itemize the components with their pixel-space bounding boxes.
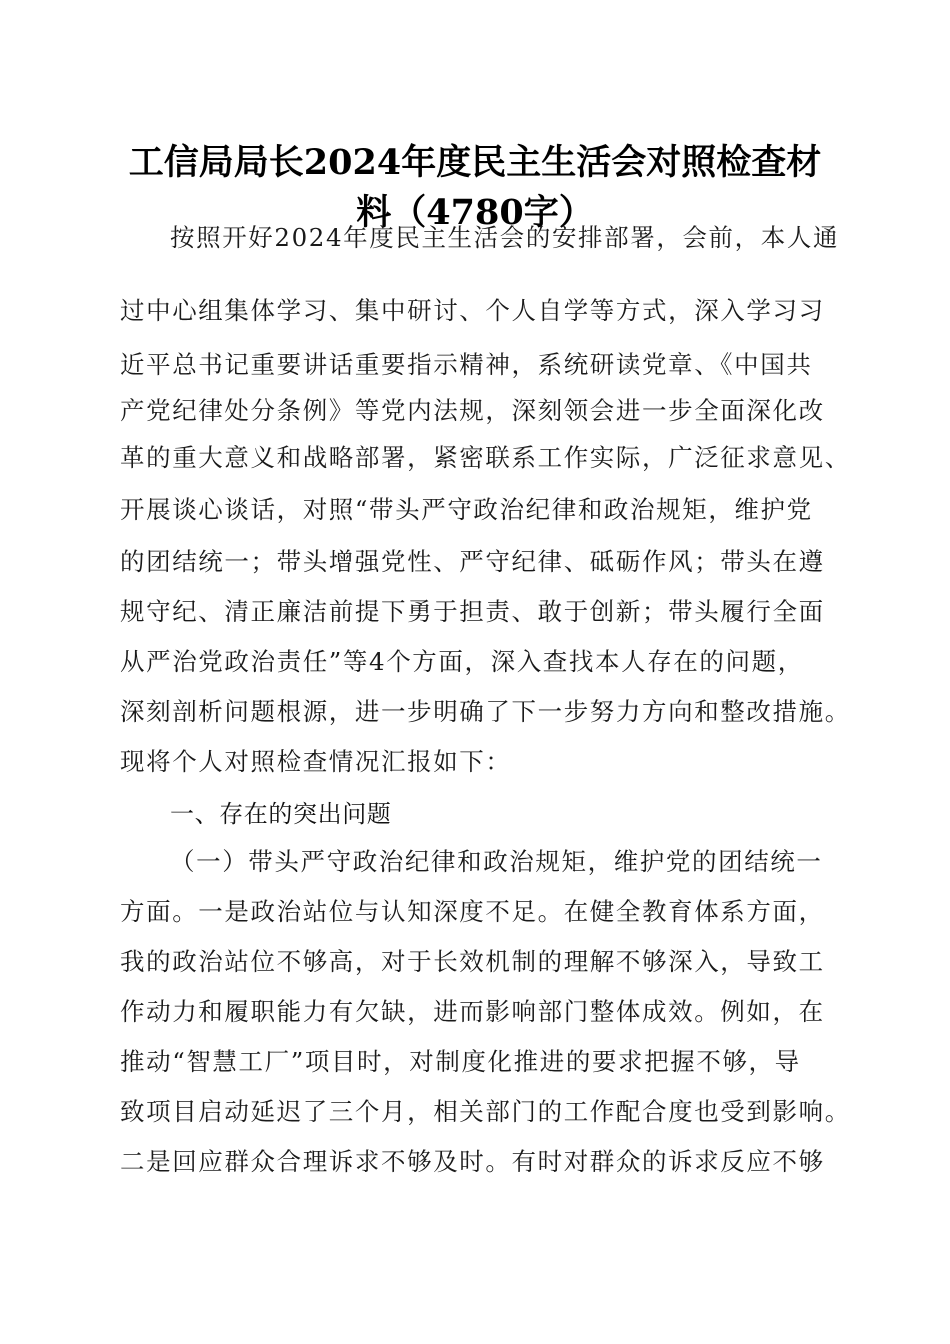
intro-paragraph-line: 近平总书记重要讲话重要指示精神，系统研读党章、《中国共 [120, 350, 813, 379]
section-paragraph-line: （一）带头严守政治纪律和政治规矩，维护党的团结统一 [170, 847, 823, 876]
intro-paragraph-line: 过中心组集体学习、集中研讨、个人自学等方式，深入学习习 [120, 296, 825, 325]
section-paragraph-line: 致项目启动延迟了三个月，相关部门的工作配合度也受到影响。 [120, 1097, 851, 1126]
intro-paragraph-line: 深刻剖析问题根源，进一步明确了下一步努力方向和整改措施。 [120, 697, 851, 726]
section-paragraph-line: 推动“智慧工厂”项目时，对制度化推进的要求把握不够，导 [120, 1047, 801, 1076]
intro-paragraph-line: 现将个人对照检查情况汇报如下： [120, 747, 512, 776]
section-paragraph-line: 我的政治站位不够高，对于长效机制的理解不够深入，导致工 [120, 947, 825, 976]
intro-paragraph-line: 开展谈心谈话，对照“带头严守政治纪律和政治规矩，维护党 [120, 495, 813, 524]
intro-paragraph-line: 规守纪、清正廉洁前提下勇于担责、敢于创新；带头履行全面 [120, 597, 825, 626]
section-paragraph-line: 二是回应群众合理诉求不够及时。有时对群众的诉求反应不够 [120, 1147, 825, 1176]
intro-paragraph-line: 革的重大意义和战略部署，紧密联系工作实际，广泛征求意见、 [120, 443, 851, 472]
intro-paragraph-line: 产党纪律处分条例》等党内法规，深刻领会进一步全面深化改 [120, 396, 825, 425]
document-title-line-1: 工信局局长2024年度民主生活会对照检查材 [128, 142, 822, 183]
intro-paragraph-line: 的团结统一；带头增强党性、严守纪律、砥砺作风；带头在遵 [120, 547, 825, 576]
intro-paragraph-line: 从严治党政治责任”等4个方面，深入查找本人存在的问题， [120, 647, 804, 676]
section-paragraph-line: 方面。一是政治站位与认知深度不足。在健全教育体系方面， [120, 897, 825, 926]
document-title-line-2: 料（4780字） [356, 192, 594, 233]
section-heading: 一、存在的突出问题 [170, 800, 392, 828]
section-paragraph-line: 作动力和履职能力有欠缺，进而影响部门整体成效。例如，在 [120, 997, 825, 1026]
intro-paragraph-line: 按照开好2024年度民主生活会的安排部署，会前，本人通 [170, 223, 840, 252]
